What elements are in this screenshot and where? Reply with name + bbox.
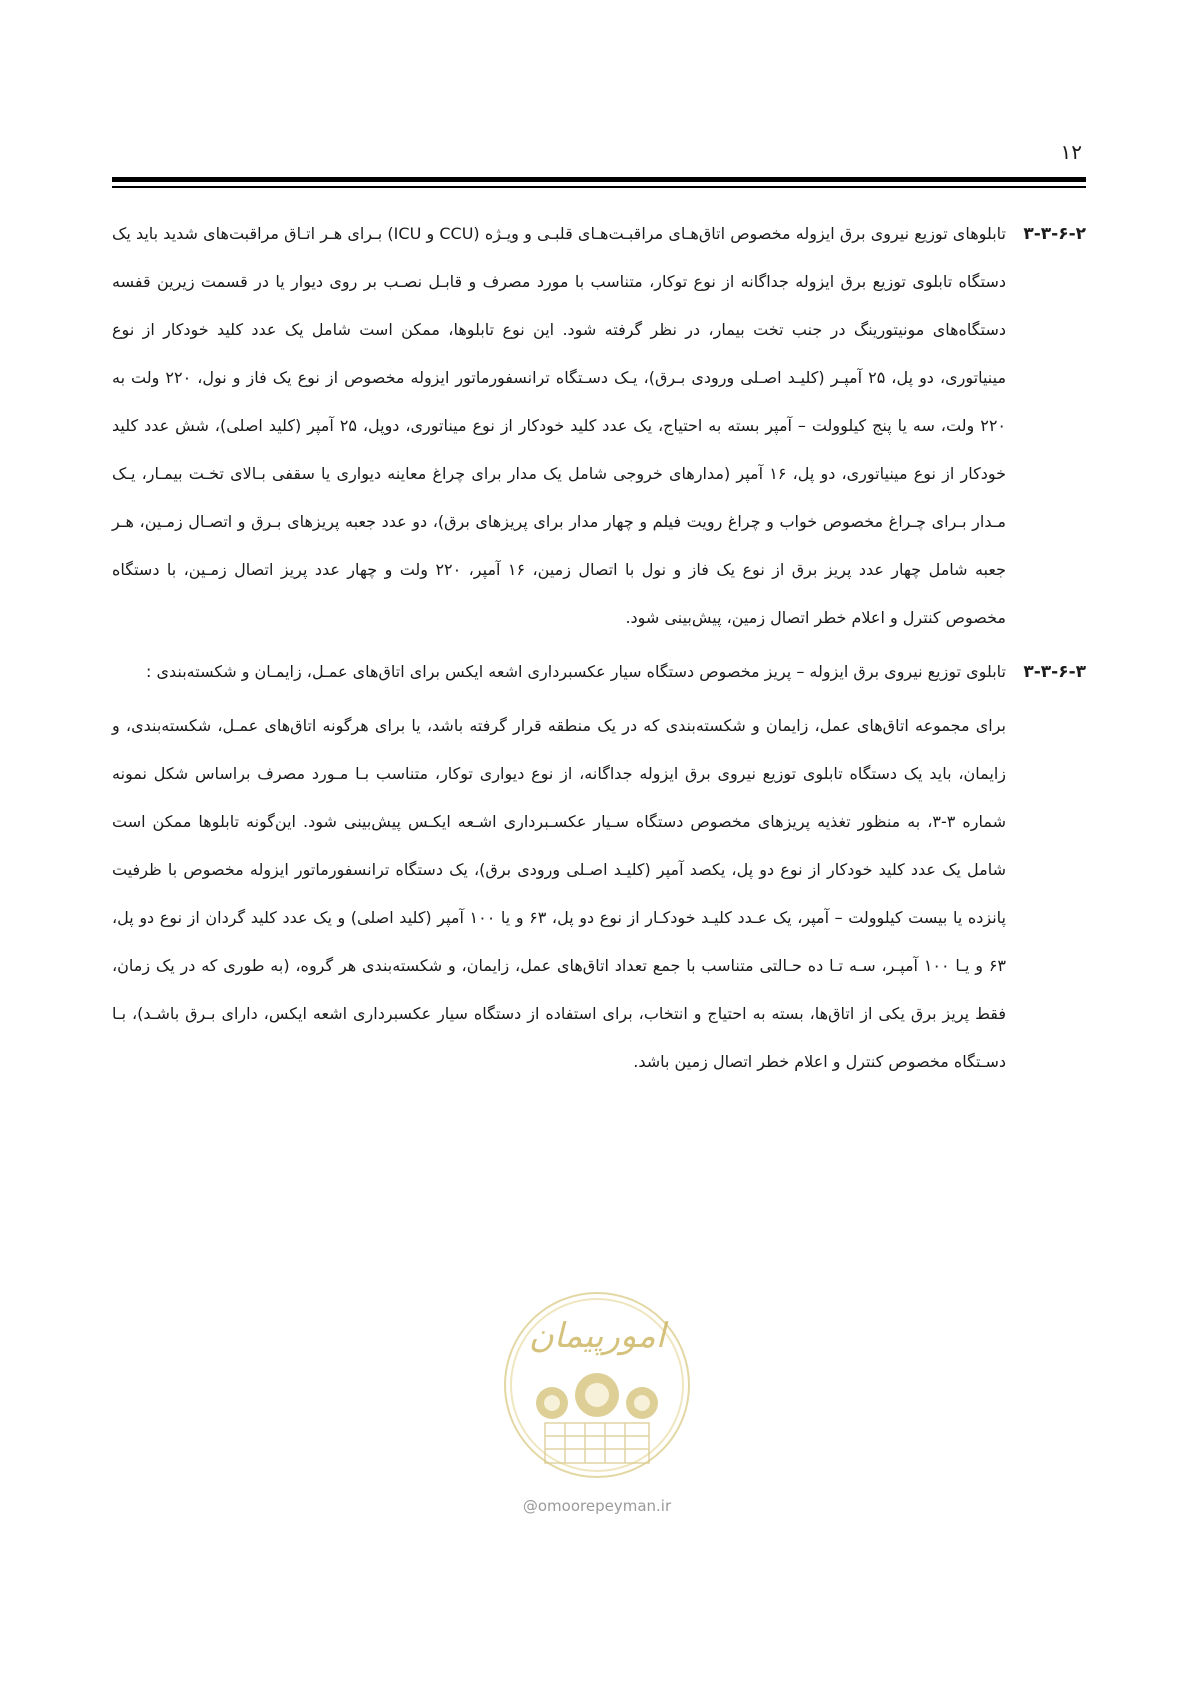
document-body — [112, 210, 1086, 1086]
section-text: تابلوی توزیع نیروی برق ایزوله – پریز مخصوص دستگاه سیار عکسبرداری اشعه ایکس برای اتاق‌های عمـل، زایمـان و شکسته‌بندی : — [146, 662, 1006, 681]
page-number: ۱۲ — [1060, 140, 1082, 164]
logo-text: امورپیمان — [528, 1316, 666, 1356]
watermark-logo — [497, 1285, 697, 1485]
section-3-3-6-3 — [112, 648, 1086, 696]
watermark-caption: @omoorepeyman.ir — [522, 1497, 672, 1515]
header-rule-thick — [112, 177, 1086, 182]
section-number: ۳-۳-۶-۲ — [1023, 224, 1086, 244]
section-number: ۳-۳-۶-۳ — [1023, 662, 1086, 682]
header-rule-thin — [112, 186, 1086, 188]
body-paragraph: برای مجموعه اتاق‌های عمل، زایمان و شکسته‌بندی که در یک منطقه قرار گرفته باشد، یا برای هرگونه اتاق‌های عمـل، شکسته‌بندی، و زایمان، باید یک دستگاه تابلوی توزیع نیروی برق ایزوله جداگانه، از نوع دیواری توکار، متناسب بـا مـورد مصرف براساس شکل نمونه شماره ۳-۳، به منظور تغذیه پریزهای مخصوص دستگاه سـیار عکسـبرداری اشـعه ایکـس پیش‌بینی شود. این‌گونه تابلوها ممکن است شامل یک عدد کلید خودکار از نوع دو پل، یکصد آمپر (کلیـد اصـلی ورودی برق)، یک دستگاه ترانسفورماتور ایزوله مخصوص با ظرفیت پانزده یا بیست کیلوولت – آمپر، یک عـدد کلیـد خودکـار از نوع دو پل، ۶۳ و یا ۱۰۰ آمپر (کلید اصلی) و یک عدد کلید گردان از نوع دو پل، ۶۳ و یـا ۱۰۰ آمپـر، سـه تـا ده حـالتی متناسب با جمع تعداد اتاق‌های عمل، زایمان، و شکسته‌بندی هر گروه، (به طوری که در یک زمان، فقط پریز برق یکی از اتاق‌ها، بسته به احتیاج و انتخاب، برای استفاده از دستگاه سیار عکسبرداری اشعه ایکس، دارای بـرق باشـد)، بـا دسـتگاه مخصوص کنترل و اعلام خطر اتصال زمین باشد. — [112, 716, 1007, 1071]
section-3-3-6-2 — [112, 210, 1086, 642]
section-text: تابلوهای توزیع نیروی برق ایزوله مخصوص اتاق‌هـای مراقبـت‌هـای قلبـی و ویـژه (CCU و ICU) بـرای هـر اتـاق مراقبت‌های شدید باید یک دستگاه تابلوی توزیع برق ایزوله جداگانه از نوع توکار، متناسب با مورد مصرف و قابـل نصـب بر روی دیوار یا در قسمت زیرین قفسه دستگاه‌های مونیتورینگ در جنب تخت بیمار، در نظر گرفته شود. این نوع تابلوها، ممکن است شامل یک عدد کلید خودکار از نوع مینیاتوری، دو پل، ۲۵ آمپـر (کلیـد اصـلی ورودی بـرق)، یـک دسـتگاه ترانسفورماتور ایزوله مخصوص از نوع یک فاز و نول، ۲۲۰ ولت به ۲۲۰ ولت، سه یا پنج کیلوولت – آمپر بسته به احتیاج، یک عدد کلید خودکار از نوع میناتوری، دوپل، ۲۵ آمپر (کلید اصلی)، شش عدد کلید خودکار از نوع مینیاتوری، دو پل، ۱۶ آمپر (مدارهای خروجی شامل یک مدار برای چراغ معاینه دیواری یا سقفی بـالای تخـت بیمـار، یـک مـدار بـرای چـراغ مخصوص خواب و چراغ رویت فیلم و چهار مدار برای پریزهای برق)، دو عدد جعبه پریزهای بـرق و اتصـال زمـین، هـر جعبه شامل چهار عدد پریز برق از نوع یک فاز و نول با اتصال زمین، ۱۶ آمپر، ۲۲۰ ولت و چهار عدد پریز اتصال زمـین، با دستگاه مخصوص کنترل و اعلام خطر اتصال زمین، پیش‌بینی شود. — [112, 224, 1007, 627]
